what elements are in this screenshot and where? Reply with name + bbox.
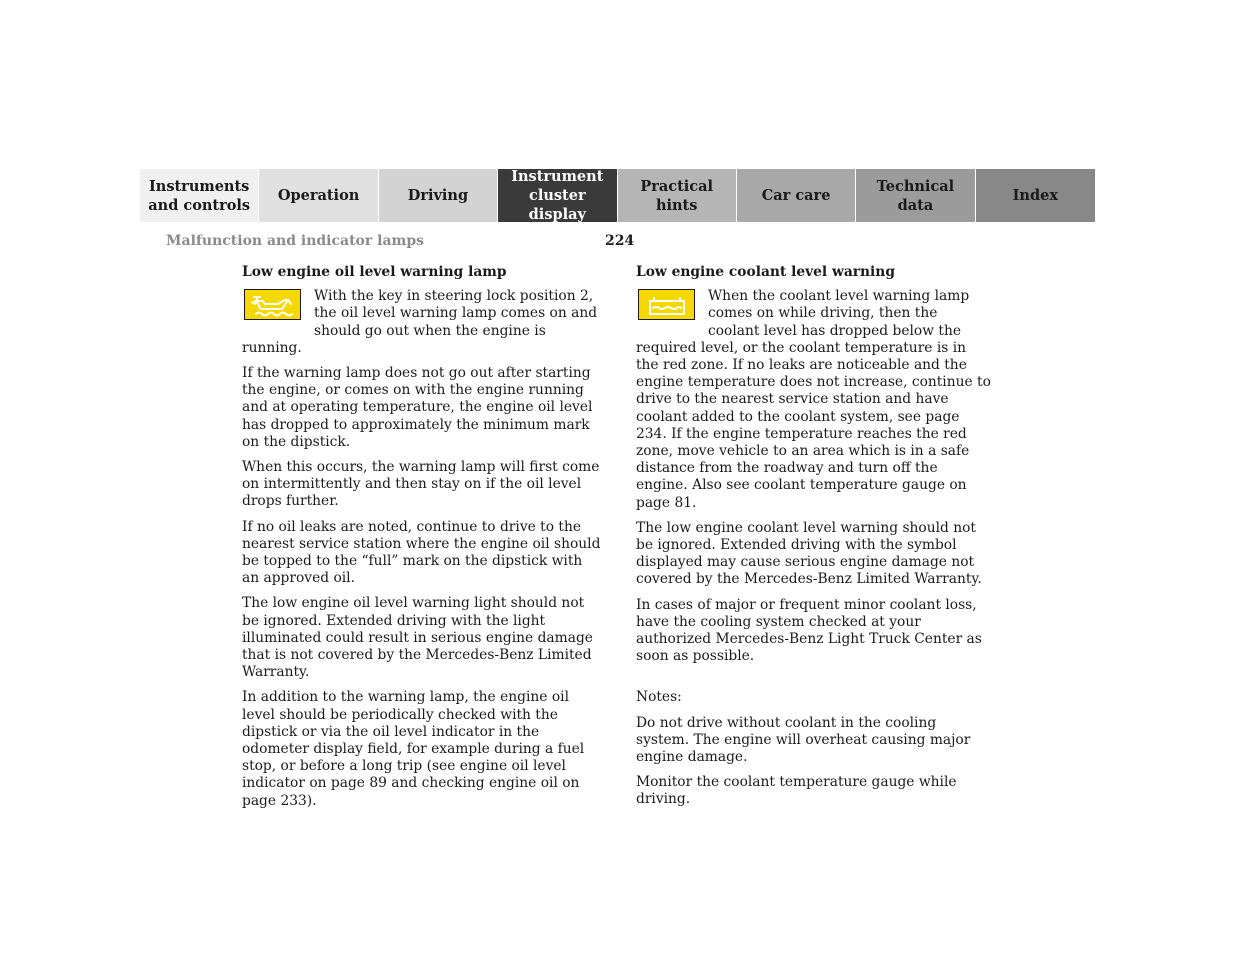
oil-warning-heading: Low engine oil level warning lamp [242, 264, 507, 280]
tab-label: Practical hints [640, 177, 714, 214]
paragraph: If no oil leaks are noted, continue to drive to the nearest service station where the engine oil should be topped to the “full” mark on the dipstick with an approved oil. [242, 518, 601, 587]
chapter-tab-bar [140, 169, 1095, 222]
note-item: Do not drive without coolant in the cooling system. The engine will overheat causing major engine damage. [636, 714, 971, 766]
oil-warning-intro-text: With the key in steering lock position 2, the oil level warning lamp comes on and should go out when the engine is running. [242, 288, 598, 356]
tab-practical-hints[interactable] [618, 169, 737, 222]
paragraph: The low engine coolant level warning should not be ignored. Extended driving with the symbol displayed may cause serious engine damage not covered by the Mercedes-Benz Limited Warranty. [636, 519, 982, 588]
paragraph: If the warning lamp does not go out after starting the engine, or comes on with the engine running and at operating temperature, the engine oil level has dropped to approximately the minimum mark on the dipstick. [242, 365, 593, 450]
tab-instrument-cluster-display[interactable] [498, 169, 617, 222]
tab-label: Driving [407, 187, 469, 204]
oil-can-warning-icon [244, 289, 301, 320]
coolant-warning-column [636, 264, 992, 817]
tab-index[interactable] [976, 169, 1095, 222]
tab-label: Instruments and controls [148, 177, 251, 214]
tab-label: Technical data [876, 177, 955, 214]
coolant-warning-intro-text: When the coolant level warning lamp comes on while driving, then the coolant level has dropped below the required level, or the coolant temperature is in the red zone. If no leaks are noticeable and the engine temperature does not increase, continue to drive to the nearest service station and have coolant added to the coolant system, see page 234. If the engine temperature reaches the red zone, move vehicle to an area which is in a safe distance from the roadway and turn off the engine. Also see coolant temperature gauge on page 81. [636, 288, 991, 511]
tab-instruments-and-controls[interactable] [140, 169, 259, 222]
note-item: Monitor the coolant temperature gauge while driving. [636, 774, 957, 808]
tab-label: Operation [277, 187, 360, 204]
tab-technical-data[interactable] [856, 169, 975, 222]
tab-label: Instrument cluster display [511, 168, 604, 223]
oil-warning-intro-block [242, 288, 602, 357]
tab-car-care[interactable] [737, 169, 856, 222]
paragraph: The low engine oil level warning light should not be ignored. Extended driving with the light illuminated could result in serious engine damage that is not covered by the Mercedes-Benz Limited Warranty. [242, 595, 593, 681]
section-title: Malfunction and indicator lamps [166, 233, 425, 249]
tab-driving[interactable] [379, 169, 498, 222]
paragraph: In cases of major or frequent minor coolant loss, have the cooling system checked at your authorized Mercedes-Benz Light Truck Center as soon as possible. [636, 596, 982, 665]
coolant-warning-intro-block [636, 288, 992, 512]
oil-warning-column [242, 264, 602, 818]
tab-operation[interactable] [259, 169, 378, 222]
paragraph: When this occurs, the warning lamp will first come on intermittently and then stay on if the oil level drops further. [242, 459, 600, 510]
tab-label: Car care [761, 187, 831, 204]
paragraph: In addition to the warning lamp, the engine oil level should be periodically checked with the dipstick or via the oil level indicator in the odometer display field, for example during a fuel stop, or before a long trip (see engine oil level indicator on page 89 and checking engine oil on page 233). [242, 689, 585, 809]
page-number: 224 [605, 233, 635, 249]
notes-label: Notes: [636, 689, 682, 706]
coolant-warning-heading: Low engine coolant level warning [636, 264, 895, 280]
tab-label: Index [1012, 187, 1058, 204]
coolant-reservoir-warning-icon [638, 289, 695, 320]
